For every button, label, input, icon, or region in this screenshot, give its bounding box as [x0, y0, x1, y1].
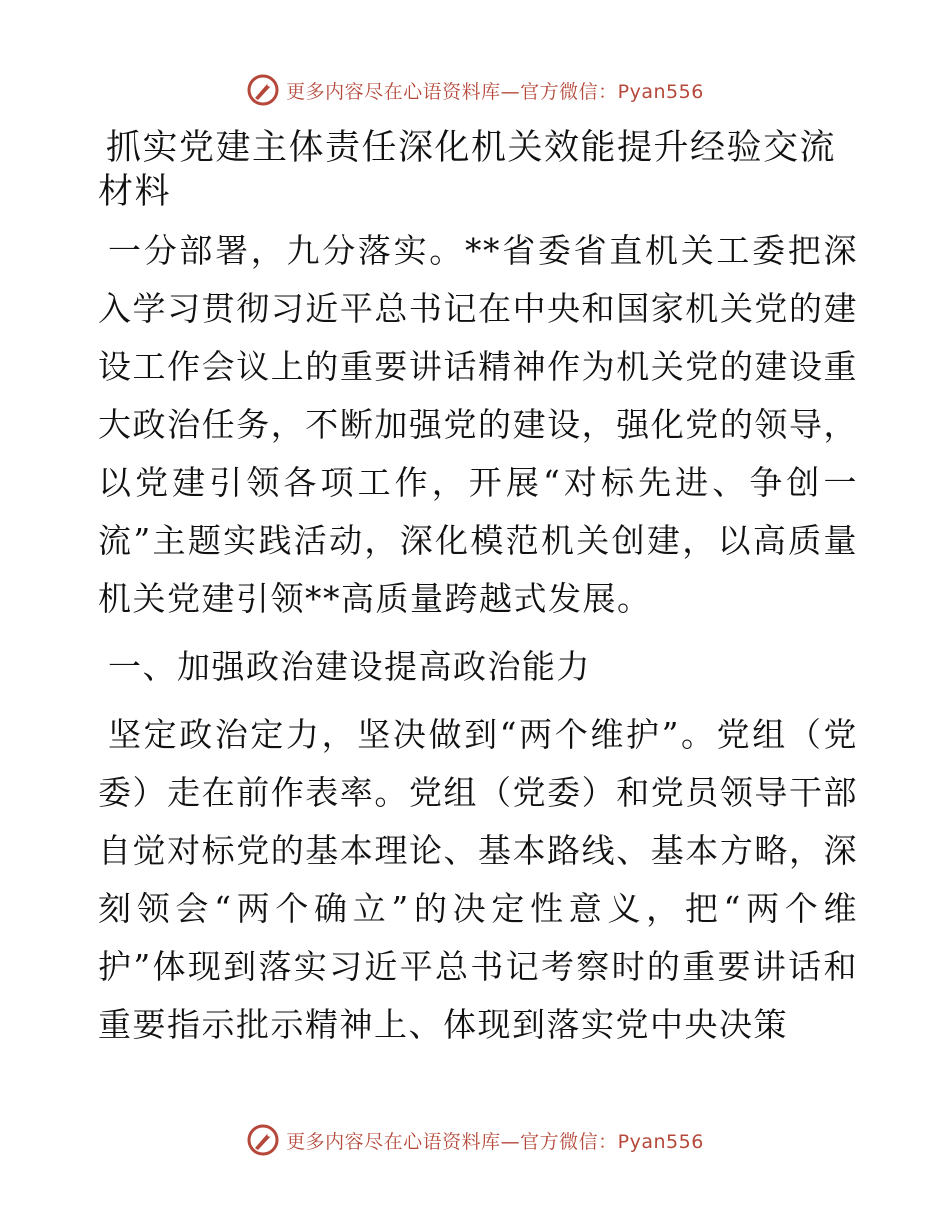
section-heading: 一、加强政治建设提高政治能力: [108, 647, 591, 686]
section-paragraph: 坚定政治定力，坚决做到“两个维护”。党组（党委）走在前作表率。党组（党委）和党员领导干部自觉对标党的基本理论、基本路线、基本方略，深刻领会“两个确立”的决定性意义，把“两个维护”体现到落实习近平总书记考察时的重要讲话和重要指示批示精神上、体现到落实党中央决策: [98, 715, 858, 1044]
header-watermark: [0, 70, 950, 110]
footer-watermark: [0, 1120, 950, 1160]
pen-logo-icon: [246, 1123, 280, 1157]
document-body: [98, 126, 858, 1064]
pen-logo-icon: [246, 73, 280, 107]
watermark-text: 更多内容尽在心语资料库—官方微信：Pyan556: [286, 1130, 704, 1153]
intro-paragraph: 一分部署，九分落实。**省委省直机关工委把深入学习贯彻习近平总书记在中央和国家机关党的建设工作会议上的重要讲话精神作为机关党的建设重大政治任务，不断加强党的建设，强化党的领导，以党建引领各项工作，开展“对标先进、争创一流”主题实践活动，深化模范机关创建，以高质量机关党建引领**高质量跨越式发展。: [98, 231, 858, 618]
document-title: 抓实党建主体责任深化机关效能提升经验交流材料: [98, 128, 837, 212]
watermark-text: 更多内容尽在心语资料库—官方微信：Pyan556: [286, 80, 704, 103]
